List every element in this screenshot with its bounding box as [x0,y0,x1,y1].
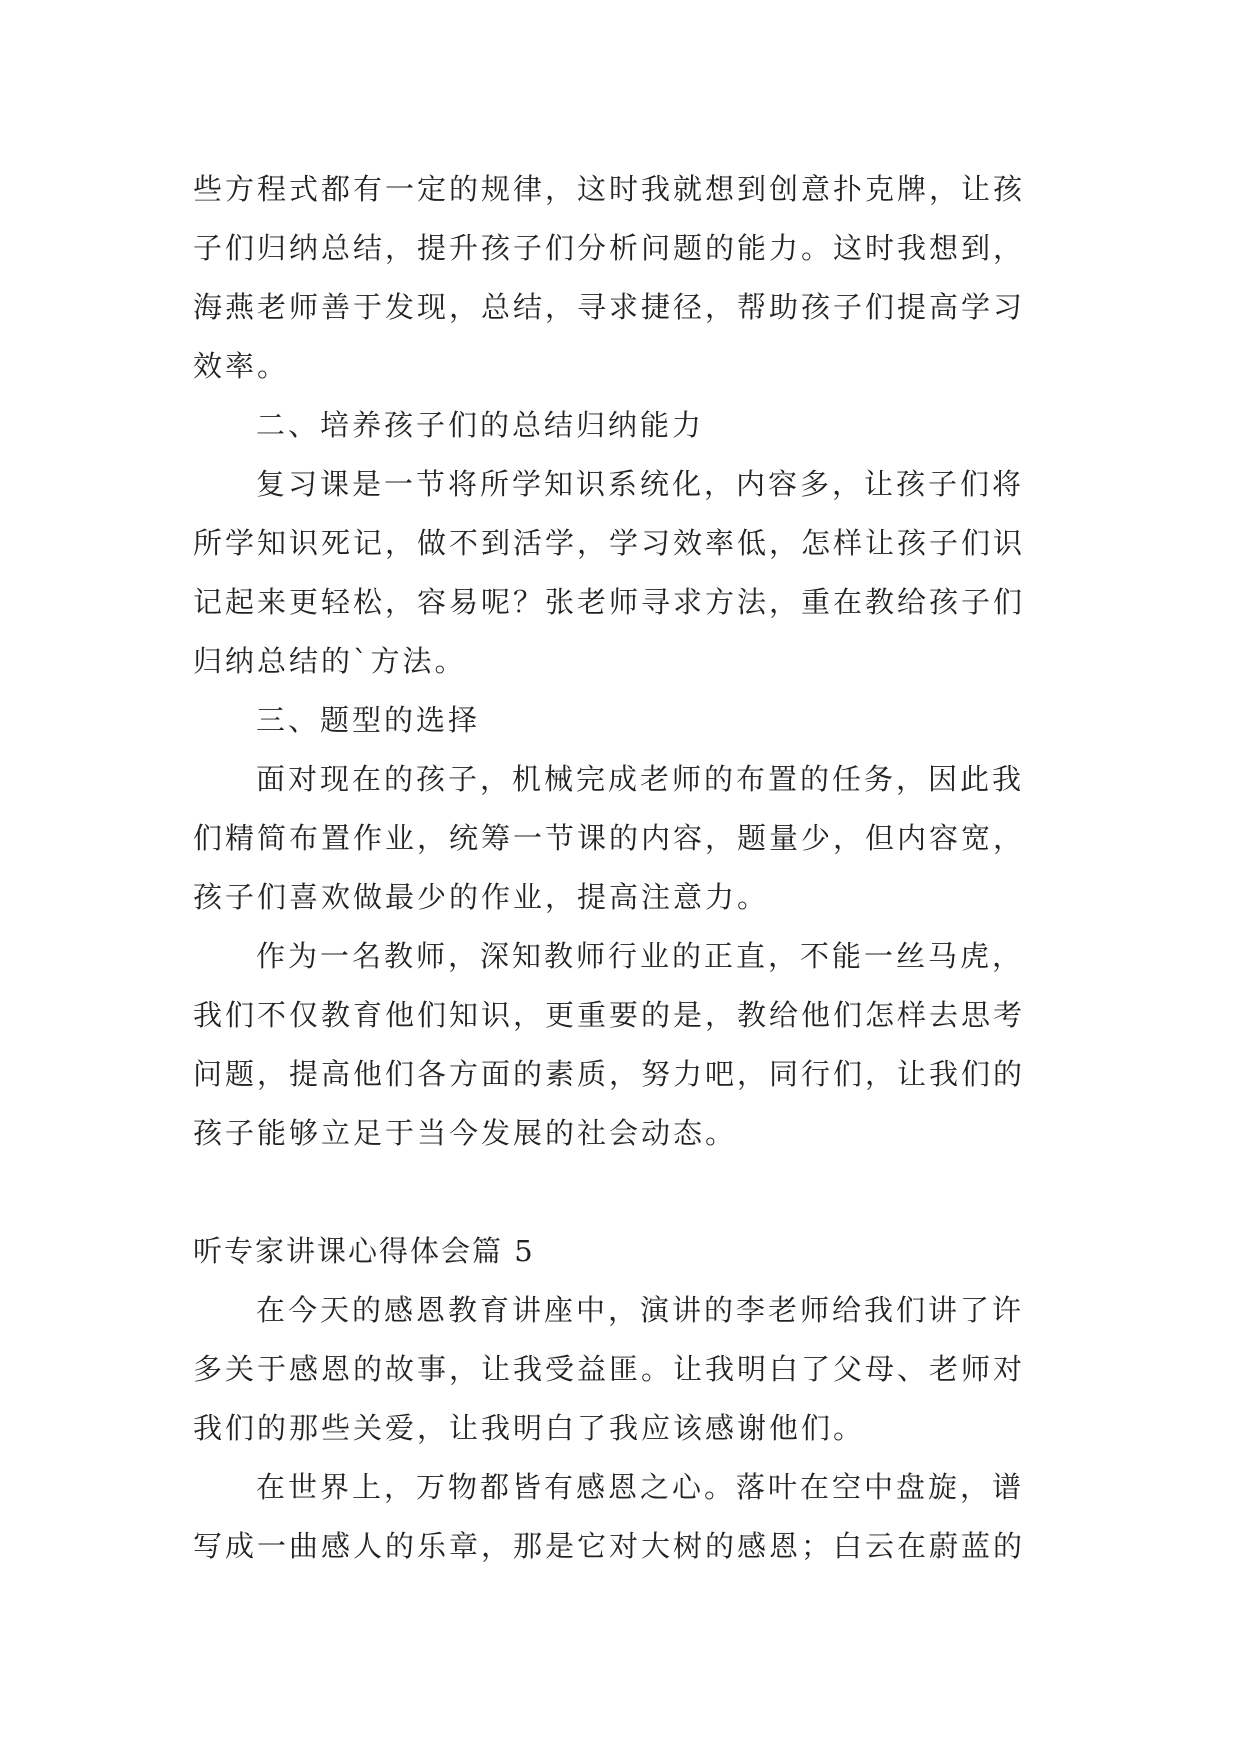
text-line: 所学知识死记，做不到活学，学习效率低，怎样让孩子们识 [193,526,1026,560]
text-line: 面对现在的孩子，机械完成老师的布置的任务，因此我 [256,762,1025,796]
text-line: 在世界上，万物都皆有感恩之心。落叶在空中盘旋，谱 [256,1470,1025,1504]
document-body [193,160,1053,1576]
subheading: 三、题型的选择 [256,703,481,737]
paragraph [193,455,1053,691]
paragraph [193,750,1053,927]
paragraph [193,927,1053,1163]
subheading: 二、培养孩子们的总结归纳能力 [256,408,705,442]
section-gap [193,1163,1053,1222]
section-title: 听专家讲课心得体会篇 5 [193,1234,535,1268]
text-line: 在今天的感恩教育讲座中，演讲的李老师给我们讲了许 [256,1293,1025,1327]
text-line: 复习课是一节将所学知识系统化，内容多，让孩子们将 [256,467,1025,501]
text-line: 海燕老师善于发现，总结，寻求捷径，帮助孩子们提高学习 [193,290,1026,324]
text-line: 我们不仅教育他们知识，更重要的是，教给他们怎样去思考 [193,998,1026,1032]
paragraph [193,1281,1053,1458]
text-line: 记起来更轻松，容易呢？张老师寻求方法，重在教给孩子们 [193,585,1026,619]
text-line: 作为一名教师，深知教师行业的正直，不能一丝马虎， [256,939,1025,973]
text-line: 我们的那些关爱，让我明白了我应该感谢他们。 [193,1411,866,1445]
text-line: 些方程式都有一定的规律，这时我就想到创意扑克牌，让孩 [193,172,1026,206]
text-line: 子们归纳总结，提升孩子们分析问题的能力。这时我想到， [193,231,1026,265]
text-line: 效率。 [193,349,290,383]
paragraph [193,160,1053,396]
text-line: 孩子能够立足于当今发展的社会动态。 [193,1116,738,1150]
paragraph [193,1458,1053,1576]
text-line: 们精简布置作业，统筹一节课的内容，题量少，但内容宽， [193,821,1026,855]
text-line: 问题，提高他们各方面的素质，努力吧，同行们，让我们的 [193,1057,1026,1091]
text-line: 写成一曲感人的乐章，那是它对大树的感恩；白云在蔚蓝的 [193,1529,1026,1563]
text-line: 孩子们喜欢做最少的作业，提高注意力。 [193,880,770,914]
text-line: 归纳总结的`方法。 [193,644,467,678]
text-line: 多关于感恩的故事，让我受益匪。让我明白了父母、老师对 [193,1352,1026,1386]
